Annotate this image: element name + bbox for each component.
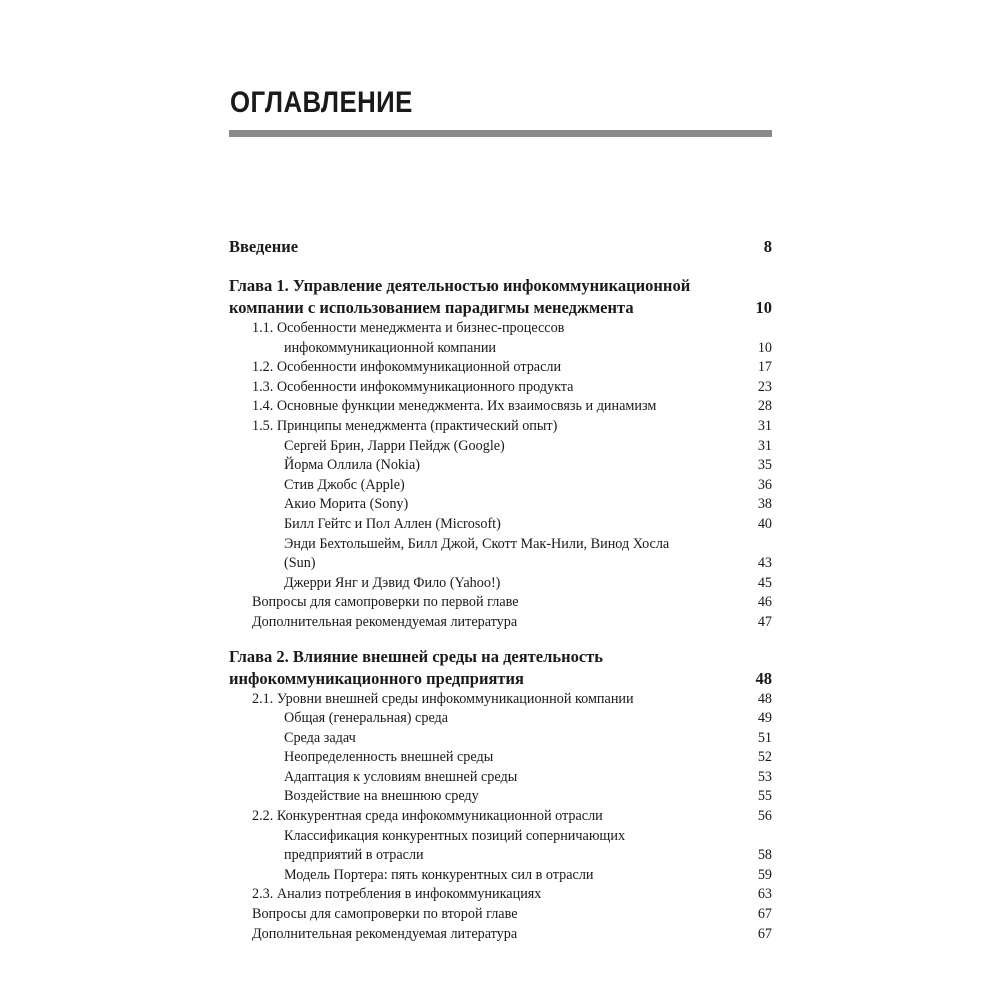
toc-entry-label: Классификация конкурентных позиций соперничающих xyxy=(284,827,626,844)
toc-entry-label: 1.3. Особенности инфокоммуникационного продукта xyxy=(252,378,574,395)
page-number: 38 xyxy=(757,496,772,513)
toc-entry-label: Воздействие на внешнюю среду xyxy=(284,788,479,805)
page-number: 31 xyxy=(757,417,772,434)
toc-entry-label: Адаптация к условиям внешней среды xyxy=(284,768,518,785)
page-title: ОГЛАВЛЕНИЕ xyxy=(230,86,413,119)
page-number: 23 xyxy=(757,378,772,395)
page-number: 52 xyxy=(757,749,772,766)
toc-entry-subsection[interactable] xyxy=(229,709,772,729)
table-of-contents xyxy=(229,236,772,944)
toc-entry-subsection[interactable] xyxy=(229,748,772,768)
toc-entry-literature-2[interactable] xyxy=(229,925,772,945)
toc-entry-chapter-2[interactable] xyxy=(229,646,772,690)
page-number: 58 xyxy=(757,847,772,864)
page-number: 67 xyxy=(757,925,772,942)
toc-entry-label: Неопределенность внешней среды xyxy=(284,749,494,766)
toc-entry-chapter-1[interactable] xyxy=(229,275,772,319)
toc-entry-subsection[interactable] xyxy=(229,515,772,535)
toc-entry-label: Общая (генеральная) среда xyxy=(284,710,449,727)
toc-entry-questions-2[interactable] xyxy=(229,905,772,925)
toc-entry-label: 1.1. Особенности менеджмента и бизнес-процессов xyxy=(252,320,565,336)
toc-entry-label: 2.2. Конкурентная среда инфокоммуникационной отрасли xyxy=(252,808,603,825)
toc-entry-label: 1.2. Особенности инфокоммуникационной отрасли xyxy=(252,359,562,376)
page-number: 47 xyxy=(757,613,772,630)
toc-entry-section-1-3[interactable] xyxy=(229,378,772,398)
toc-entry-section-2-3[interactable] xyxy=(229,885,772,905)
toc-entry-label: 1.4. Основные функции менеджмента. Их взаимосвязь и динамизм xyxy=(252,398,657,415)
toc-entry-label: Стив Джобс (Apple) xyxy=(284,476,405,493)
toc-entry-literature-1[interactable] xyxy=(229,613,772,633)
toc-entry-subsection[interactable] xyxy=(229,729,772,749)
page-number: 40 xyxy=(757,515,772,532)
toc-entry-questions-1[interactable] xyxy=(229,593,772,613)
toc-entry-subsection[interactable] xyxy=(229,787,772,807)
toc-entry-section-1-1[interactable] xyxy=(229,319,772,358)
page-number: 10 xyxy=(755,298,772,317)
page-number: 45 xyxy=(757,574,772,591)
page-number: 17 xyxy=(757,359,772,376)
page-number: 43 xyxy=(757,555,772,572)
toc-entry-label: (Sun) xyxy=(284,555,316,572)
page-number: 28 xyxy=(757,398,772,415)
toc-entry-subsection[interactable] xyxy=(229,574,772,594)
toc-entry-label: Введение xyxy=(229,237,299,256)
toc-entry-subsection[interactable] xyxy=(229,437,772,457)
page-number: 48 xyxy=(757,690,772,707)
page-number: 56 xyxy=(757,808,772,825)
page-number: 46 xyxy=(757,594,772,611)
toc-entry-label: Акио Морита (Sony) xyxy=(284,496,409,513)
page-number: 51 xyxy=(757,729,772,746)
toc-entry-label: Сергей Брин, Ларри Пейдж (Google) xyxy=(284,437,505,454)
toc-entry-subsection[interactable] xyxy=(229,768,772,788)
title-rule xyxy=(229,130,772,137)
page-number: 53 xyxy=(757,768,772,785)
toc-entry-subsection[interactable] xyxy=(229,535,772,574)
toc-entry-label: компании с использованием парадигмы менеджмента xyxy=(229,298,634,317)
page-number: 67 xyxy=(757,906,772,923)
page-number: 59 xyxy=(757,866,772,883)
page-number: 31 xyxy=(757,437,772,454)
toc-entry-label: Среда задач xyxy=(284,729,356,746)
toc-entry-label: Билл Гейтс и Пол Аллен (Microsoft) xyxy=(284,515,501,532)
toc-entry-label: 1.5. Принципы менеджмента (практический опыт) xyxy=(252,417,558,434)
toc-entry-section-2-1[interactable] xyxy=(229,690,772,710)
toc-entry-subsection[interactable] xyxy=(229,456,772,476)
toc-entry-label: Йорма Оллила (Nokia) xyxy=(284,457,420,474)
page-number: 8 xyxy=(763,237,772,256)
page-number: 55 xyxy=(757,788,772,805)
toc-entry-label: инфокоммуникационной компании xyxy=(284,339,497,356)
toc-entry-label: инфокоммуникационного предприятия xyxy=(229,668,524,688)
toc-entry-label: предприятий в отрасли xyxy=(284,847,424,864)
toc-entry-label: Энди Бехтольшейм, Билл Джой, Скотт Мак-Нили, Винод Хосла xyxy=(284,535,670,552)
toc-entry-subsection[interactable] xyxy=(229,495,772,515)
toc-entry-section-1-5[interactable] xyxy=(229,417,772,437)
page-number: 49 xyxy=(757,710,772,727)
toc-entry-subsection[interactable] xyxy=(229,827,772,866)
toc-entry-section-1-4[interactable] xyxy=(229,397,772,417)
toc-entry-label: 2.3. Анализ потребления в инфокоммуникациях xyxy=(252,886,542,903)
page-number: 63 xyxy=(757,886,772,903)
page-number: 36 xyxy=(757,476,772,493)
toc-entry-label: Джерри Янг и Дэвид Фило (Yahoo!) xyxy=(284,574,501,591)
toc-entry-label: Вопросы для самопроверки по второй главе xyxy=(252,906,518,923)
toc-entry-label: Глава 2. Влияние внешней среды на деятельность xyxy=(229,646,603,666)
toc-entry-label: Дополнительная рекомендуемая литература xyxy=(252,925,518,942)
toc-entry-subsection[interactable] xyxy=(229,476,772,496)
toc-entry-label: Вопросы для самопроверки по первой главе xyxy=(252,594,519,611)
page-number: 10 xyxy=(757,339,772,356)
toc-entry-intro[interactable] xyxy=(229,236,772,258)
toc-entry-label: Дополнительная рекомендуемая литература xyxy=(252,613,518,630)
toc-entry-label: 2.1. Уровни внешней среды инфокоммуникационной компании xyxy=(252,690,634,707)
toc-entry-section-1-2[interactable] xyxy=(229,358,772,378)
toc-entry-label: Глава 1. Управление деятельностью инфокоммуникационной xyxy=(229,276,691,295)
toc-entry-subsection[interactable] xyxy=(229,866,772,886)
page-number: 35 xyxy=(757,457,772,474)
toc-entry-label: Модель Портера: пять конкурентных сил в отрасли xyxy=(284,866,594,883)
toc-entry-section-2-2[interactable] xyxy=(229,807,772,827)
page-number: 48 xyxy=(755,668,772,688)
